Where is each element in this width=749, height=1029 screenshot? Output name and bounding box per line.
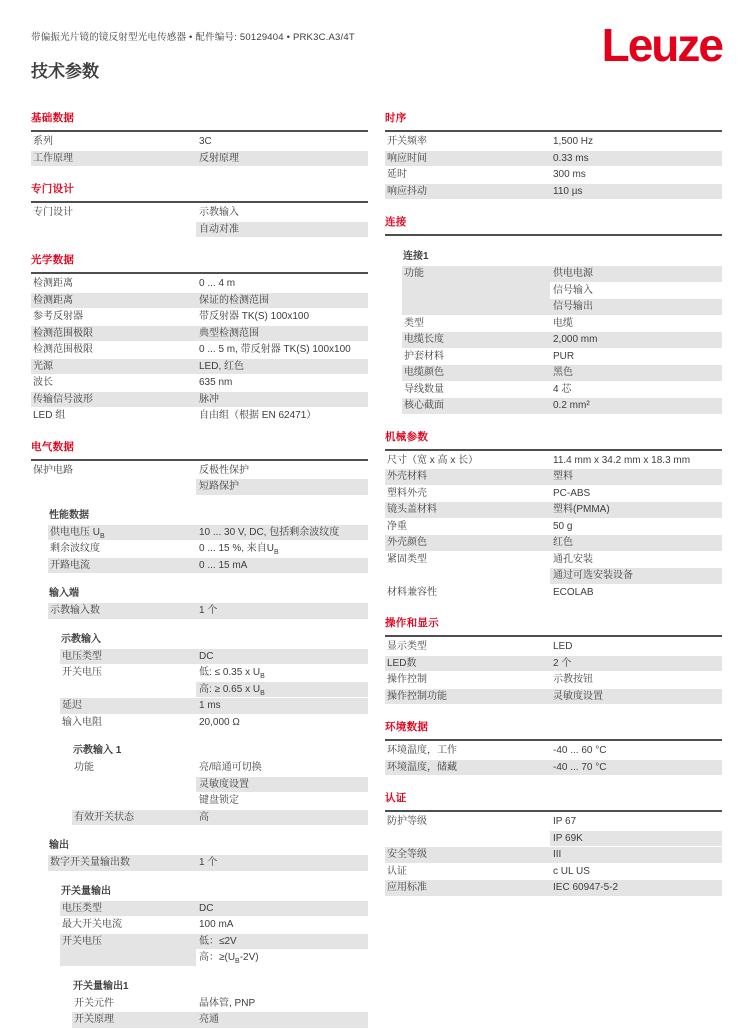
- spec-values: [550, 453, 722, 469]
- spec-label: 电缆长度: [402, 332, 550, 348]
- spec-values: [550, 266, 722, 315]
- spec-values: [550, 760, 722, 776]
- spec-values: [196, 293, 368, 309]
- column-right: [385, 95, 722, 1029]
- spec-label: 延时: [387, 169, 407, 180]
- spec-row: [72, 760, 368, 809]
- spec-row: [31, 293, 368, 309]
- spec-value: 0 ... 15 %, 来自$U_B$: [199, 543, 279, 556]
- spec-row: [60, 649, 368, 665]
- spec-value: 300 ms: [553, 169, 586, 180]
- spec-row: [385, 151, 722, 167]
- section-title: 连接: [385, 214, 722, 236]
- spec-value: 高：$\ge(U_B-2V)$: [199, 952, 259, 965]
- spec-value: 100 mA: [199, 919, 234, 930]
- spec-label: 核心截面: [402, 398, 550, 414]
- doc-subtitle: 带偏振光片镜的镜反射型光电传感器 • 配件编号: 50129404 • PRK3C.A3/4T: [31, 32, 355, 43]
- spec-values: [550, 382, 722, 398]
- spec-label: 数字开关量输出数: [48, 855, 196, 871]
- spec-value: 0 ... 4 m: [199, 278, 236, 289]
- spec-row: [385, 689, 722, 705]
- spec-table: [385, 743, 722, 775]
- spec-label: 开关原理: [72, 1012, 196, 1028]
- spec-value: DC: [196, 649, 368, 665]
- spec-table: [72, 760, 368, 825]
- spec-values: [550, 469, 722, 485]
- subsection-title: 开关量输出1: [73, 980, 129, 992]
- spec-values: [550, 151, 722, 167]
- spec-value: 红色: [550, 535, 722, 551]
- spec-value: 20,000 Ω: [199, 716, 240, 728]
- spec-values: [196, 649, 368, 665]
- spec-label: 防护等级: [387, 816, 427, 827]
- spec-label: 电压类型: [60, 649, 196, 665]
- spec-row: [31, 408, 368, 424]
- spec-row: [385, 519, 722, 535]
- spec-label: 护套材料: [404, 350, 444, 362]
- spec-value: PC-ABS: [553, 487, 591, 499]
- spec-values: [550, 332, 722, 348]
- spec-value: 635 nm: [199, 377, 233, 388]
- spec-values: [550, 639, 722, 655]
- spec-row: [402, 332, 722, 348]
- spec-row: [72, 1012, 368, 1028]
- spec-label: 波长: [33, 377, 53, 388]
- subsection-title: 示教输入: [61, 633, 101, 645]
- spec-values: [196, 855, 368, 871]
- spec-row: [402, 398, 722, 414]
- spec-label: 外壳颜色: [385, 535, 550, 551]
- spec-value: 低：≤2V: [196, 934, 368, 950]
- spec-value: 晶体管, PNP: [199, 997, 256, 1009]
- spec-values: [550, 743, 722, 759]
- spec-row: [60, 917, 368, 933]
- spec-row: [385, 847, 722, 863]
- spec-label: 开关频率: [387, 136, 427, 147]
- spec-table: [31, 463, 368, 495]
- spec-values: [550, 502, 722, 518]
- spec-value: 灵敏度设置: [550, 689, 722, 705]
- spec-value: 信号输出: [550, 299, 722, 315]
- spec-label: 镜头盖材料: [385, 502, 550, 518]
- spec-value: 1,500 Hz: [553, 136, 594, 147]
- spec-label: 示教输入数: [48, 603, 196, 619]
- subsection-title: 示教输入 1: [73, 745, 122, 756]
- section-title: 电气数据: [31, 439, 368, 461]
- spec-value: 通孔安装: [553, 553, 593, 565]
- spec-values: [550, 672, 722, 688]
- spec-value: 电缆: [553, 317, 573, 329]
- spec-table: [385, 639, 722, 704]
- spec-label: 导线数量: [404, 383, 444, 395]
- spec-values: [550, 880, 722, 896]
- spec-table: [31, 205, 368, 237]
- spec-label: 电缆颜色: [402, 365, 550, 381]
- spec-values: [550, 519, 722, 535]
- section-title: 认证: [385, 790, 722, 812]
- spec-value: 塑料(PMMA): [550, 502, 722, 518]
- spec-row: [31, 309, 368, 325]
- subsection-title: 连接1: [403, 251, 429, 262]
- spec-values: [550, 847, 722, 863]
- spec-label: 检测距离: [33, 278, 73, 289]
- spec-value: 0 ... 15 mA: [196, 558, 368, 574]
- section-title: 专门设计: [31, 181, 368, 203]
- section-title: 光学数据: [31, 252, 368, 274]
- spec-table: [385, 814, 722, 896]
- spec-row: [48, 525, 368, 541]
- spec-values: [196, 392, 368, 408]
- spec-label: 类型: [404, 317, 424, 329]
- spec-table: [402, 266, 722, 414]
- spec-values: [196, 917, 368, 933]
- spec-values: [550, 184, 722, 200]
- spec-row: [72, 810, 368, 826]
- spec-value: 黑色: [550, 365, 722, 381]
- spec-row: [60, 698, 368, 714]
- spec-table: [31, 276, 368, 424]
- spec-row: [385, 864, 722, 880]
- spec-label: 响应时间: [385, 151, 550, 167]
- spec-value: 典型检测范围: [196, 326, 368, 342]
- spec-label: LED数: [385, 656, 550, 672]
- spec-value: 10 ... 30 V, DC, 包括剩余波纹度: [196, 525, 368, 541]
- spec-values: [550, 167, 722, 183]
- spec-row: [385, 672, 722, 688]
- spec-value: -40 ... 70 °C: [550, 760, 722, 776]
- spec-values: [196, 698, 368, 714]
- spec-values: [196, 375, 368, 391]
- spec-label: 电压类型: [60, 901, 196, 917]
- spec-table: [385, 134, 722, 199]
- spec-value: PUR: [553, 350, 575, 362]
- spec-label: 环境温度，工作: [387, 745, 457, 756]
- spec-value: 2 个: [550, 656, 722, 672]
- spec-values: [196, 151, 368, 167]
- spec-values: [196, 134, 368, 150]
- spec-values: [196, 463, 368, 495]
- spec-table: [60, 649, 368, 731]
- spec-value: -40 ... 60 °C: [553, 745, 607, 756]
- spec-label: 光源: [31, 359, 196, 375]
- spec-row: [31, 134, 368, 150]
- spec-row: [385, 814, 722, 846]
- spec-values: [196, 996, 368, 1012]
- spec-label: 输入电阻: [62, 716, 102, 728]
- spec-label: 操作控制: [387, 674, 427, 685]
- spec-value: 2,000 mm: [550, 332, 722, 348]
- spec-values: [196, 1012, 368, 1028]
- spec-row: [31, 151, 368, 167]
- spec-value: 脉冲: [196, 392, 368, 408]
- spec-row: [385, 656, 722, 672]
- spec-label: 有效开关状态: [72, 810, 196, 826]
- subsection-title: 输入端: [49, 588, 79, 599]
- spec-row: [385, 134, 722, 150]
- subsection-title: 开关量输出: [61, 885, 111, 897]
- spec-row: [31, 342, 368, 358]
- spec-label: 最大开关电流: [62, 919, 122, 930]
- column-left: [31, 95, 368, 1029]
- spec-value: 高: ≥ 0.65 x $U_B$: [196, 682, 368, 698]
- spec-value: 示教输入: [199, 207, 239, 218]
- spec-value: 4 芯: [553, 383, 572, 395]
- spec-value: 1 个: [196, 603, 368, 619]
- spec-values: [196, 326, 368, 342]
- spec-row: [60, 665, 368, 697]
- page-title: 技术参数: [31, 62, 99, 81]
- spec-label: 专门设计: [33, 207, 73, 218]
- spec-values: [196, 934, 368, 966]
- spec-label: 环境温度，储藏: [385, 760, 550, 776]
- spec-label: 剩余波纹度: [50, 543, 100, 554]
- spec-label: 开关电压: [62, 667, 102, 678]
- spec-label: 功能: [74, 762, 94, 773]
- spec-row: [60, 901, 368, 917]
- section-title: 环境数据: [385, 719, 722, 741]
- spec-value: IP 69K: [550, 831, 722, 847]
- spec-value: ECOLAB: [553, 586, 594, 598]
- masthead-left: [31, 26, 355, 82]
- spec-values: [196, 359, 368, 375]
- spec-row: [385, 585, 722, 601]
- subsection-title: 性能数据: [49, 509, 89, 521]
- spec-values: [196, 810, 368, 826]
- spec-row: [31, 276, 368, 292]
- spec-row: [48, 855, 368, 871]
- spec-row: [385, 743, 722, 759]
- section-title: 机械参数: [385, 429, 722, 451]
- spec-value: 0 ... 5 m, 带反射器 TK(S) 100x100: [199, 344, 351, 355]
- spec-values: [196, 276, 368, 292]
- spec-value: III: [550, 847, 722, 863]
- spec-row: [31, 463, 368, 495]
- spec-value: IP 67: [553, 816, 577, 827]
- spec-values: [196, 541, 368, 557]
- spec-label: 功能: [402, 266, 550, 315]
- spec-values: [550, 535, 722, 551]
- spec-row: [48, 558, 368, 574]
- spec-label: 参考反射器: [33, 311, 83, 322]
- spec-row: [385, 535, 722, 551]
- spec-row: [402, 316, 722, 332]
- spec-value: 亮/暗通可切换: [199, 762, 262, 773]
- spec-value: 自由组（根据 EN 62471）: [199, 410, 317, 421]
- spec-label: 紧固类型: [387, 553, 427, 565]
- spec-value: 保证的检测范围: [196, 293, 368, 309]
- masthead: [31, 19, 722, 82]
- spec-values: [196, 309, 368, 325]
- spec-value: 11.4 mm x 34.2 mm x 18.3 mm: [553, 454, 691, 466]
- spec-value: 通过可选安装设备: [550, 568, 722, 584]
- spec-label: 供电电压 $U_B$: [48, 525, 196, 541]
- spec-row: [31, 205, 368, 237]
- spec-value: 信号输入: [553, 284, 593, 296]
- spec-row: [385, 486, 722, 502]
- spec-row: [48, 541, 368, 557]
- spec-label: 显示类型: [387, 641, 427, 652]
- spec-value: 0.2 mm²: [550, 398, 722, 414]
- spec-label: 操作控制功能: [385, 689, 550, 705]
- spec-value: 低: ≤ 0.35 x $U_B$: [199, 667, 265, 680]
- spec-values: [550, 552, 722, 584]
- spec-value: 1 ms: [196, 698, 368, 714]
- spec-value: LED: [553, 641, 573, 652]
- spec-value: DC: [196, 901, 368, 917]
- spec-value: 高: [196, 810, 368, 826]
- spec-row: [402, 382, 722, 398]
- spec-value: 110 µs: [550, 184, 722, 200]
- spec-values: [196, 665, 368, 697]
- spec-values: [550, 689, 722, 705]
- spec-values: [196, 603, 368, 619]
- spec-row: [385, 184, 722, 200]
- spec-value: 1 个: [196, 855, 368, 871]
- spec-row: [385, 502, 722, 518]
- spec-row: [385, 880, 722, 896]
- subsection-title: 输出: [49, 840, 69, 851]
- spec-label: 尺寸（宽 x 高 x 长）: [387, 454, 479, 466]
- spec-values: [550, 814, 722, 846]
- spec-columns: [31, 95, 722, 1029]
- spec-value: 0.33 ms: [550, 151, 722, 167]
- spec-values: [196, 760, 368, 809]
- spec-values: [196, 901, 368, 917]
- spec-table: [48, 855, 368, 871]
- spec-table: [48, 525, 368, 574]
- spec-values: [550, 316, 722, 332]
- spec-row: [31, 326, 368, 342]
- spec-row: [385, 453, 722, 469]
- spec-label: 开关电压: [60, 934, 196, 966]
- spec-values: [550, 585, 722, 601]
- spec-values: [550, 349, 722, 365]
- spec-value: 反射原理: [196, 151, 368, 167]
- spec-label: 延迟: [60, 698, 196, 714]
- spec-values: [550, 864, 722, 880]
- spec-label: 保护电路: [33, 464, 73, 476]
- spec-value: LED, 红色: [196, 359, 368, 375]
- spec-values: [550, 365, 722, 381]
- spec-values: [196, 408, 368, 424]
- section-title: 时序: [385, 110, 722, 132]
- spec-value: 亮通: [196, 1012, 368, 1028]
- spec-label: 系列: [33, 136, 53, 147]
- spec-values: [196, 342, 368, 358]
- spec-value: c UL US: [553, 865, 590, 877]
- spec-row: [31, 392, 368, 408]
- spec-row: [385, 552, 722, 584]
- spec-row: [48, 603, 368, 619]
- spec-value: 示教按钮: [553, 674, 593, 685]
- spec-label: 检测范围极限: [31, 326, 196, 342]
- spec-label: 传输信号波形: [31, 392, 196, 408]
- spec-value: 键盘锁定: [199, 795, 239, 806]
- spec-value: 反极性保护: [199, 464, 249, 476]
- spec-values: [196, 715, 368, 731]
- spec-label: 检测距离: [31, 293, 196, 309]
- spec-label: 安全等级: [385, 847, 550, 863]
- spec-row: [385, 760, 722, 776]
- spec-row: [60, 715, 368, 731]
- spec-row: [385, 639, 722, 655]
- spec-values: [196, 525, 368, 541]
- spec-value: 短路保护: [196, 479, 368, 495]
- spec-value: 带反射器 TK(S) 100x100: [199, 311, 310, 322]
- spec-value: 灵敏度设置: [196, 777, 368, 793]
- spec-table: [72, 996, 368, 1028]
- spec-row: [402, 365, 722, 381]
- spec-values: [550, 398, 722, 414]
- spec-label: 塑料外壳: [387, 487, 427, 499]
- spec-value: 塑料: [550, 469, 722, 485]
- spec-label: 净重: [387, 520, 407, 532]
- section-title: 基础数据: [31, 110, 368, 132]
- spec-table: [385, 453, 722, 601]
- spec-label: 应用标准: [385, 880, 550, 896]
- spec-table: [60, 901, 368, 966]
- spec-value: IEC 60947-5-2: [550, 880, 722, 896]
- spec-table: [31, 134, 368, 166]
- leuze-logo: Leuze: [601, 19, 722, 71]
- spec-values: [550, 134, 722, 150]
- spec-row: [385, 469, 722, 485]
- spec-row: [31, 359, 368, 375]
- spec-label: 开关元件: [74, 997, 114, 1009]
- spec-table: [48, 603, 368, 619]
- spec-value: 50 g: [553, 520, 573, 532]
- spec-values: [550, 486, 722, 502]
- spec-label: 认证: [387, 865, 407, 877]
- spec-row: [385, 167, 722, 183]
- section-title: 操作和显示: [385, 615, 722, 637]
- spec-value: 3C: [199, 136, 212, 147]
- spec-label: 外壳材料: [385, 469, 550, 485]
- spec-values: [196, 558, 368, 574]
- spec-label: LED 组: [33, 410, 66, 421]
- spec-values: [196, 205, 368, 237]
- spec-label: 工作原理: [31, 151, 196, 167]
- spec-value: 供电电源: [550, 266, 722, 282]
- spec-label: 材料兼容性: [387, 586, 437, 598]
- spec-row: [402, 266, 722, 315]
- spec-row: [72, 996, 368, 1012]
- spec-label: 开路电流: [48, 558, 196, 574]
- spec-row: [60, 934, 368, 966]
- spec-label: 检测范围极限: [33, 344, 93, 355]
- spec-row: [402, 349, 722, 365]
- spec-value: 自动对准: [196, 222, 368, 238]
- spec-row: [31, 375, 368, 391]
- spec-label: 响应抖动: [385, 184, 550, 200]
- spec-values: [550, 656, 722, 672]
